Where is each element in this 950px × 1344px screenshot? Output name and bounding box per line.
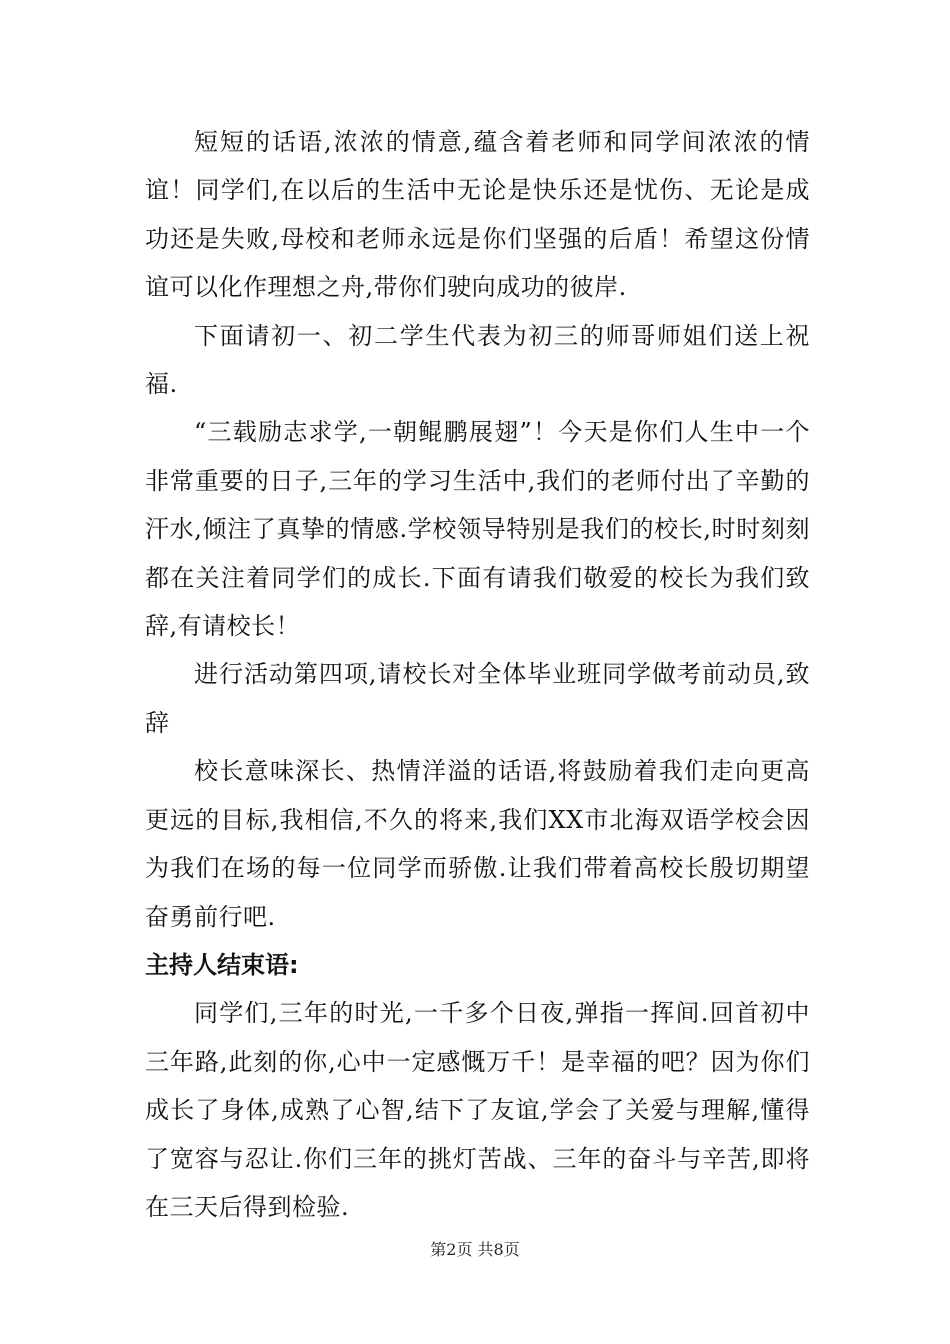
page-number-footer: 第2页 共8页 [430,1240,520,1259]
paragraph-student-blessing-intro: 下面请初一、初二学生代表为初三的师哥师姐们送上祝福. [145,321,810,399]
paragraph-closing-speech: 同学们,三年的时光,一千多个日夜,弹指一挥间.回首初中三年路,此刻的你,心中一定感慨万千！是幸福的吧？因为你们成长了身体,成熟了心智,结下了友谊,学会了关爱与理解,懂得了宽容与忍让.你们三年的挑灯苦战、三年的奋斗与辛苦,即将在三天后得到检验. [145,999,810,1221]
paragraph-principal-intro: “三载励志求学,一朝鲲鹏展翅”！今天是你们人生中一个非常重要的日子,三年的学习生活中,我们的老师付出了辛勤的汗水,倾注了真挚的情感.学校领导特别是我们的校长,时时刻刻都在关注着同学们的成长.下面有请我们敬爱的校长为我们致辞,有请校长！ [145,418,810,641]
section-heading-host-closing: 主持人结束语: [145,950,299,979]
body-text [145,118,810,1231]
paragraph-activity-four: 进行活动第四项,请校长对全体毕业班同学做考前动员,致辞 [145,660,810,737]
paragraph-principal-thanks: 校长意味深长、热情洋溢的话语,将鼓励着我们走向更高更远的目标,我相信,不久的将来,我们XX市北海双语学校会因为我们在场的每一位同学而骄傲.让我们带着高校长殷切期望奋勇前行吧. [145,757,810,931]
paragraph-closing-remarks-teachers: 短短的话语,浓浓的情意,蕴含着老师和同学间浓浓的情谊！同学们,在以后的生活中无论是快乐还是忧伤、无论是成功还是失败,母校和老师永远是你们坚强的后盾！希望这份情谊可以化作理想之舟,带你们驶向成功的彼岸. [145,128,810,302]
